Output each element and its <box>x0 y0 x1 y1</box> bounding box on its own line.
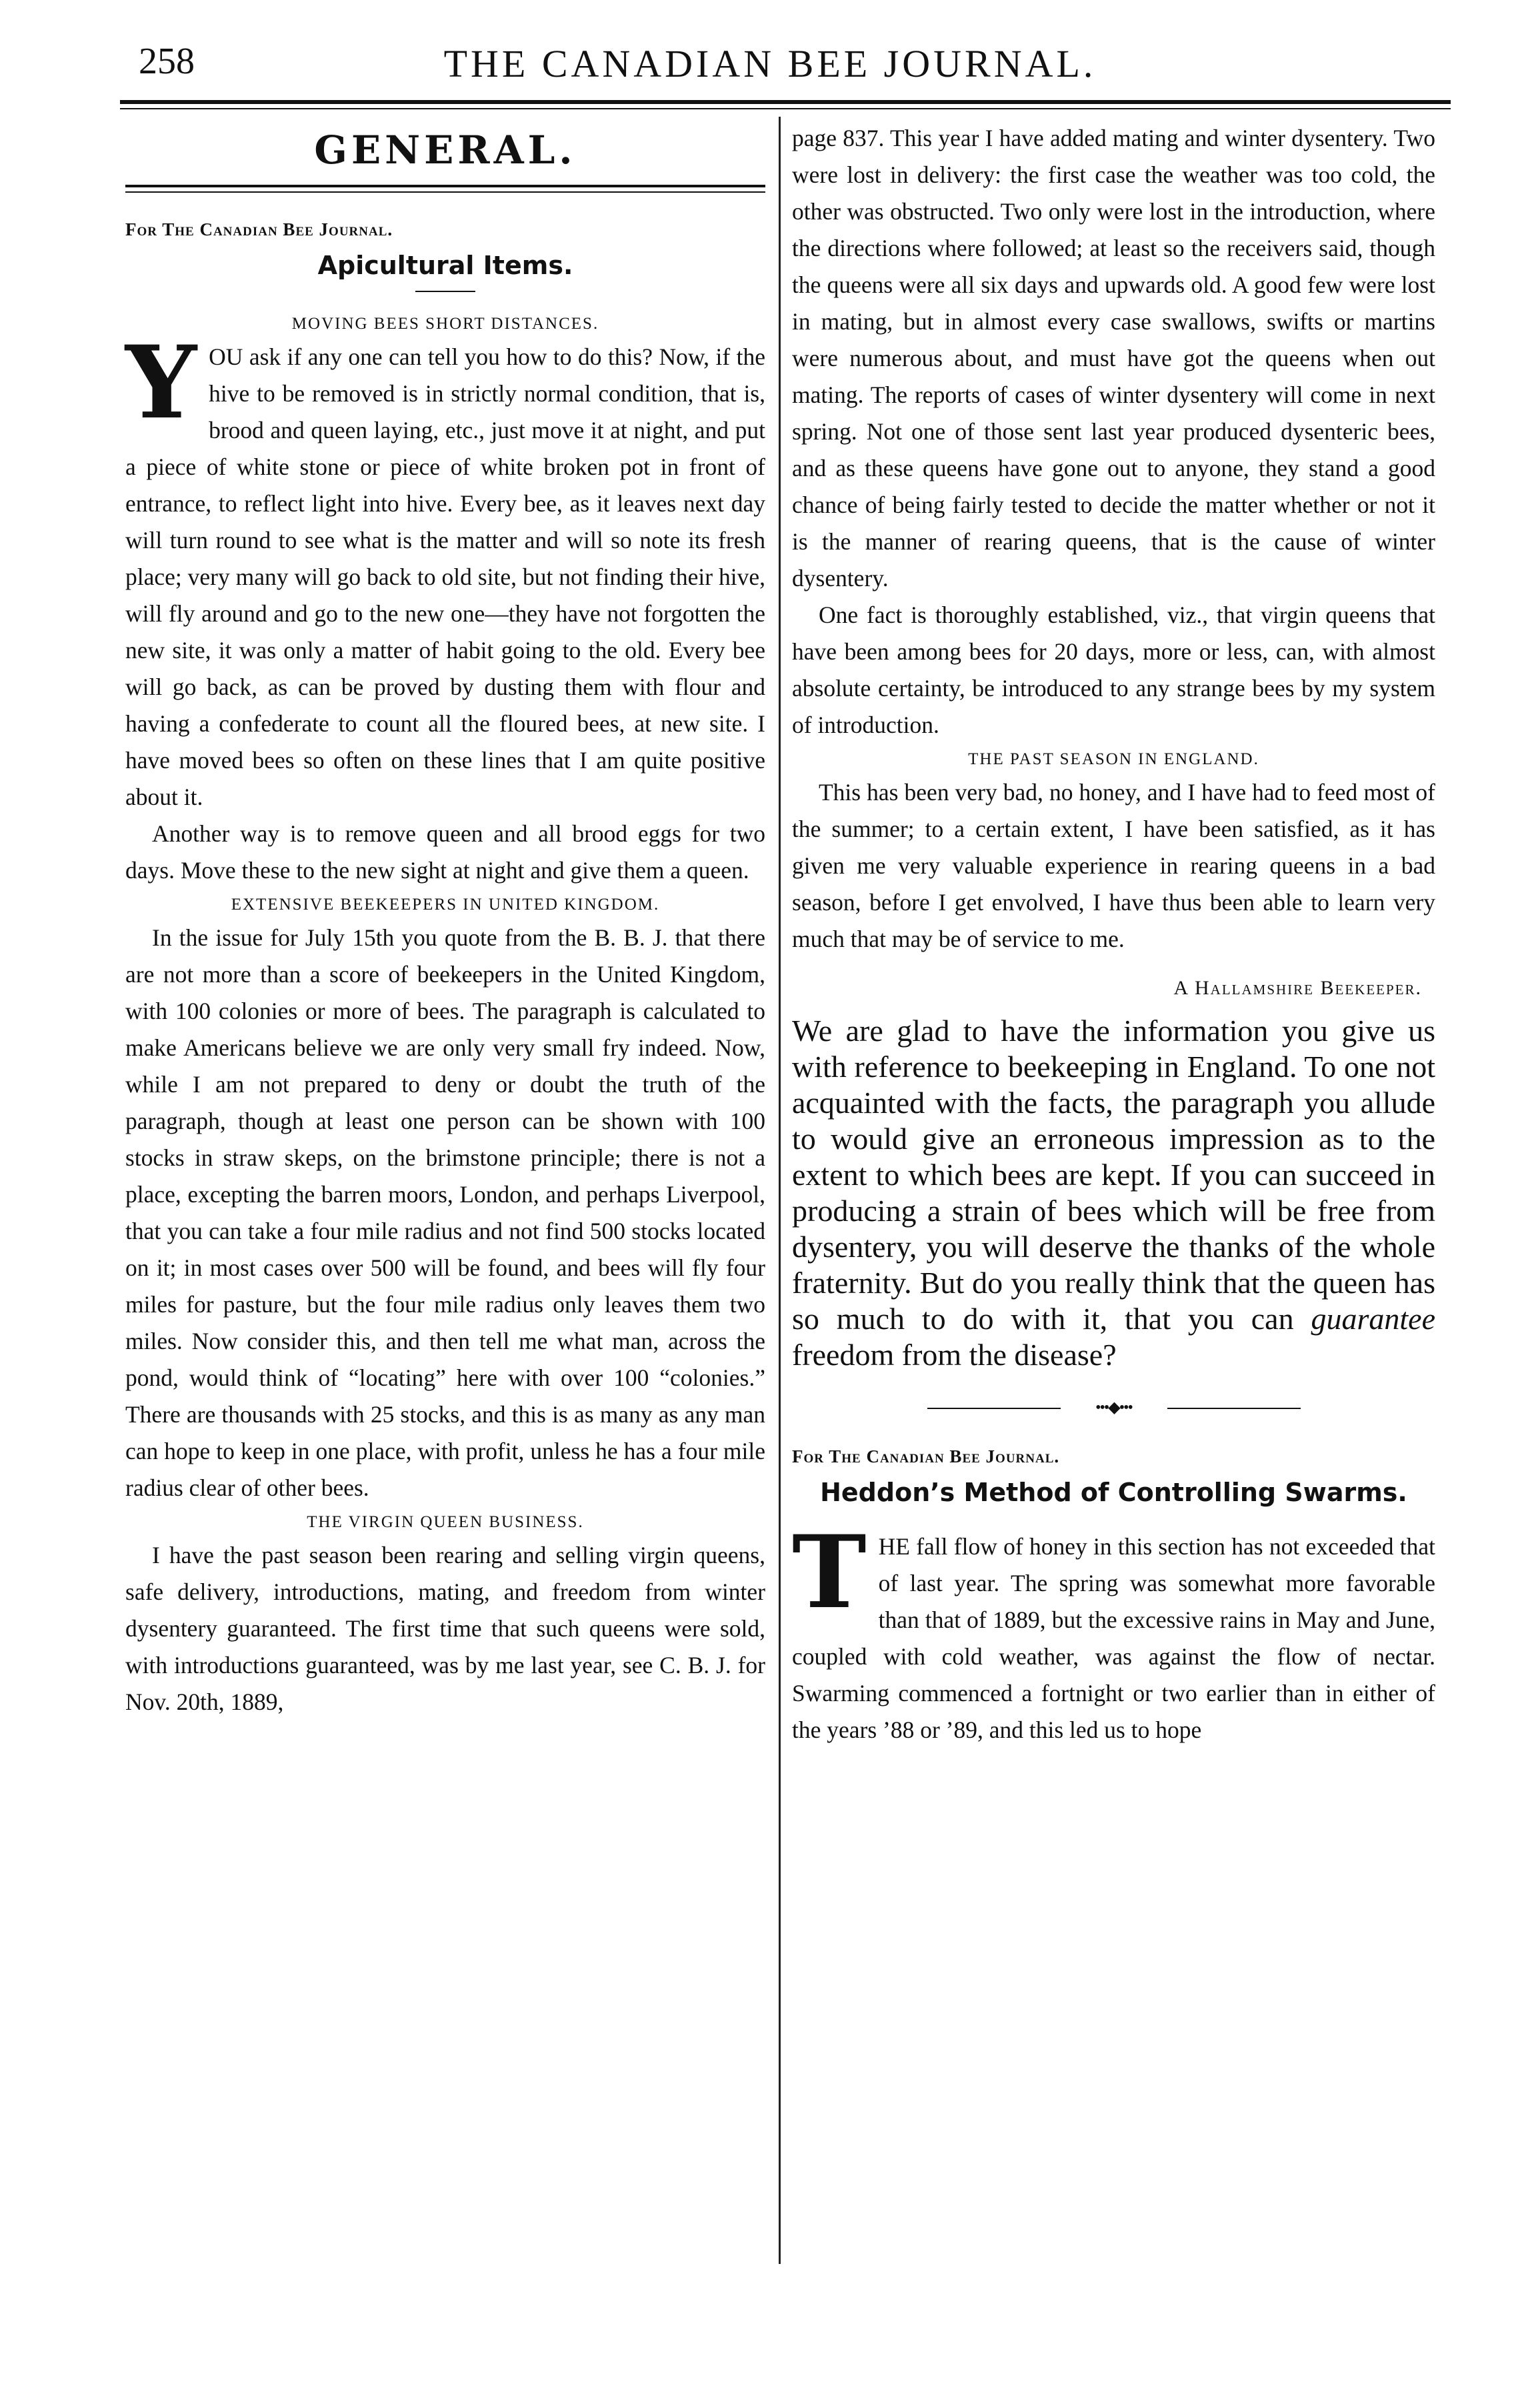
editor-reply-text-end: freedom from the disease? <box>792 1338 1117 1372</box>
editor-reply-text: We are glad to have the information you give us with reference to beekeeping in England. To one not acquainted with the facts, the paragraph you allude to would give an erroneous impression as to the extent to which bees are kept. If you can succeed in producing a strain of bees which will be free from dysentery, you will deserve the thanks of the whole fraternity. But do you really think that the queen has so much to do with it, that you can <box>792 1014 1435 1336</box>
title-rule <box>415 291 475 292</box>
editor-reply-emphasis: guarantee <box>1311 1302 1435 1336</box>
drop-cap-2: T <box>792 1514 867 1631</box>
page-number: 258 <box>139 41 195 82</box>
section-heading: GENERAL. <box>314 127 577 173</box>
article-attribution: For The Canadian Bee Journal. <box>125 219 393 239</box>
paragraph-text-2: HE fall flow of honey in this section has not exceeded that of last year. The spring was somewhat more favorable than that of 1889, but the excessive rains in May and June, coupled with cold weather, was against the flow of nectar. Swarming commenced a fortnight or two earlier than in either of the years ’88 or ’89, and this led us to hope <box>792 1533 1435 1743</box>
left-column <box>125 120 765 1720</box>
paragraph-virgin-queen: I have the past season been rearing and selling virgin queens, safe delivery, introductions, mating, and freedom from winter dysentery guaranteed. The first time that such queens were sold, with introductions guaranteed, was by me last year, see C. B. J. for Nov. 20th, 1889, <box>125 1542 765 1715</box>
paragraph-past-season: This has been very bad, no honey, and I have had to feed most of the summer; to a certain extent, I have been satisfied, as it has given me very valuable experience in rearing queens in a bad season, before I get envolved, I have thus been able to learn very much that may be of service to me. <box>792 779 1435 952</box>
right-column <box>792 120 1435 1748</box>
paragraph-continued-2: One fact is thoroughly established, viz., that virgin queens that have been among bees for 20 days, more or less, can, with almost absolute certainty, be introduced to any strange bees by my system of introduction. <box>792 602 1435 738</box>
paragraph-text: OU ask if any one can tell you how to do this? Now, if the hive to be removed is in strictly normal condition, that is, brood and queen laying, etc., just move it at night, and put a piece of white stone or piece of white broken pot in front of entrance, to reflect light into hive. Every bee, as it leaves next day will turn round to see what is the matter and will so note its fresh place; very many will go back to old site, but not finding their hive, will fly around and go to the new one—they have not forgotten the new site, it was only a matter of habit going to the old. Every bee will go back, as can be proved by dusting them with flour and having a confederate to count all the floured bees, at new site. I have moved bees so often on these lines that I am quite positive about it. <box>125 343 765 810</box>
header-rule <box>120 100 1451 104</box>
article-title-2: Heddon’s Method of Controlling Swarms. <box>820 1478 1407 1507</box>
ornament-rule <box>927 1399 1301 1416</box>
article-title: Apicultural Items. <box>317 251 573 280</box>
author-signature: A Hallamshire Beekeeper. <box>1173 977 1422 999</box>
paragraph-moving-bees-2: Another way is to remove queen and all brood eggs for two days. Move these to the new sight at night and give them a queen. <box>125 820 765 884</box>
subhead-past-season: THE PAST SEASON IN ENGLAND. <box>968 750 1259 768</box>
article-attribution-2: For The Canadian Bee Journal. <box>792 1446 1060 1466</box>
section-rule <box>125 185 765 193</box>
drop-cap: Y <box>125 324 197 441</box>
column-divider <box>779 117 781 2264</box>
subhead-extensive-beekeepers: EXTENSIVE BEEKEEPERS IN UNITED KINGDOM. <box>231 896 660 914</box>
ornament-glyphs: •••◆••• <box>1061 1402 1167 1413</box>
paragraph-continued-1: page 837. This year I have added mating and winter dysentery. Two were lost in delivery: the first case the weather was too cold, the other was obstructed. Two only were lost in the introduction, where the directions where followed; at least so the receivers said, though the queens were all six days and upwards old. A good few were lost in mating, but in almost every case swallows, swifts or martins were numerous about, and must have got the queens when out mating. The reports of cases of winter dysentery will come in next spring. Not one of those sent last year produced dysenteric bees, and as these queens have gone out to anyone, they stand a good chance of being fairly tested to decide the matter whether or not it is the manner of rearing queens, that is the cause of winter dysentery. <box>792 125 1435 591</box>
header-rule-thin <box>120 108 1451 109</box>
paragraph-extensive-beekeepers: In the issue for July 15th you quote from the B. B. J. that there are not more than a score of beekeepers in the United Kingdom, with 100 colonies or more of bees. The paragraph is calculated to make Americans believe we are only very small fry indeed. Now, while I am not prepared to deny or doubt the truth of the paragraph, though at least one person can be shown with 100 stocks in straw skeps, on the brimstone principle; there is not a place, excepting the barren moors, London, and perhaps Liverpool, that you can take a four mile radius and not find 500 stocks located on it; in most cases over 500 will be found, and bees will fly four miles for pasture, but the four mile radius only leaves them two miles. Now consider this, and then tell me what man, across the pond, would think of “locating” here with over 100 “colonies.” There are thousands with 25 stocks, and this is as many as any man can hope to keep in one place, with profit, unless he has a four mile radius clear of other bees. <box>125 924 765 1501</box>
paragraph-heddon <box>792 1514 1435 1748</box>
editor-reply <box>792 1013 1435 1373</box>
journal-title: THE CANADIAN BEE JOURNAL. <box>443 42 1097 85</box>
subhead-moving-bees: MOVING BEES SHORT DISTANCES. <box>291 315 599 333</box>
subhead-virgin-queen: THE VIRGIN QUEEN BUSINESS. <box>307 1513 584 1531</box>
